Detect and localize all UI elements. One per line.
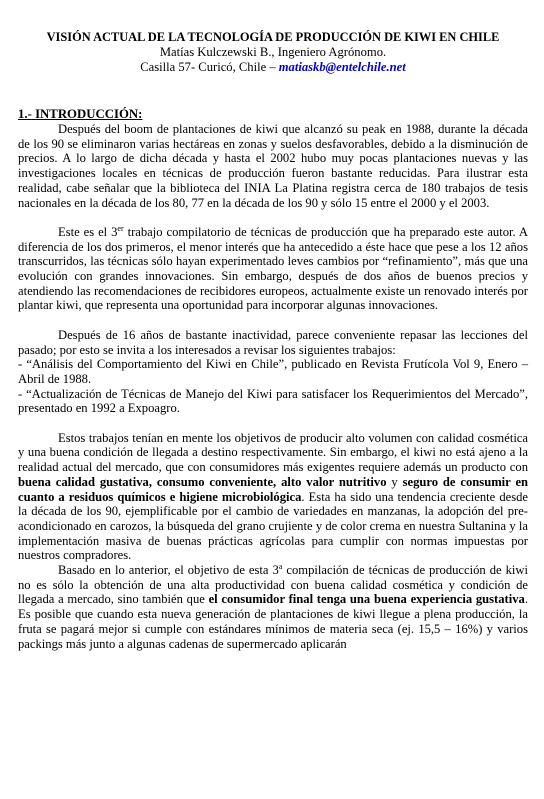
bold-phrase-safety: seguro de consumir en cuanto a residuos químicos e higiene microbiológica <box>18 474 529 504</box>
section-number: 1.- <box>18 107 32 121</box>
document-title: VISIÓN ACTUAL DE LA TECNOLOGÍA DE PRODUCCIÓN DE KIWI EN CHILE <box>46 30 500 44</box>
superscript-a: a <box>278 561 283 571</box>
bold-phrase-experience: el consumidor final tenga una buena experiencia gustativa <box>208 592 525 607</box>
paragraph-5: Basado en lo anterior, el objetivo de esta 3$^a$ compilación de técnicas de producción de kiwi no es sólo la obtención de una alta productividad con buena calidad cosmética y condición de llegada a mercado, sino también que el consumidor final tenga una buena experiencia gustativa. Es posible que cuando esta nueva generación de plantaciones de kiwi llegue a plena producción, la fruta se pagará mejor si cumple con estándares mínimos de materia seca (ej. 15,5 – 16%) y varios packings más junto a algunas cadenas de supermercado aplicarán <box>18 561 529 651</box>
address-text: Casilla 57- Curicó, Chile – <box>140 60 279 74</box>
bold-phrase-quality: buena calidad gustativa <box>18 474 149 489</box>
address-line <box>18 60 528 75</box>
bold-phrase-convenience: consumo conveniente <box>156 474 274 489</box>
paragraph-3: Después de 16 años de bastante inactividad, parece conveniente repasar las lecciones del pasado; por esto se invita a los interesados a revisar los siguientes trabajos: <box>18 327 528 357</box>
document-header <box>18 0 528 75</box>
superscript-er: er <box>117 223 124 233</box>
author-line: Matías Kulczewski B., Ingeniero Agrónomo. <box>159 45 387 59</box>
bold-phrase-nutrition: alto valor nutritivo <box>281 474 387 489</box>
section-title: INTRODUCCIÓN: <box>35 107 143 121</box>
section-heading <box>18 107 528 122</box>
paragraph-1: Después del boom de plantaciones de kiwi que alcanzó su peak en 1988, durante la década de los 90 se eliminaron varias hectáreas en zonas y suelos desfavorables, debido a la disminución de precios. A lo largo de dicha década y hasta el 2002 hubo muy pocas plantaciones nuevas y las investigaciones locales en técnicas de producción fueron bastante reducidas. Para ilustrar esta realidad, cabe señalar que la biblioteca del INIA La Platina registra cerca de 180 trabajos de tesis nacionales en la década de los 80, 77 en la década de los 90 y sólo 15 entre el 2000 y el 2003. <box>18 122 528 210</box>
email-link[interactable]: matiaskb@entelchile.net <box>278 60 406 74</box>
paragraph-4: Estos trabajos tenían en mente los objetivos de producir alto volumen con calidad cosmética y una buena condición de llegada a destino respectivamente. Sin embargo, el kiwi no está ajeno a la realidad actual del mercado, que con consumidores más exigentes requiere además un producto con buena calidad gustativa, consumo conveniente, alto valor nutritivo y seguro de consumir en cuanto a residuos químicos e higiene microbiológica. Esta ha sido una tendencia creciente desde la década de los 90, ejemplificable por el cambio de variedades en manzanas, la adopción del pre-acondicionado en carozos, la búsqueda del grano crujiente y de color crema en nuestra Sultanina y la implementación masiva de buenas prácticas agrícolas para cumplir con normas impuestas por nuestros compradores. <box>18 430 529 563</box>
reference-item-2: - “Actualización de Técnicas de Manejo del Kiwi para satisfacer los Requerimientos del Mercado”, presentado en 1992 a Expoagro. <box>18 386 528 416</box>
paragraph-2: Este es el 3er trabajo compilatorio de técnicas de producción que ha preparado este autor. A diferencia de los dos primeros, el menor interés que ha antecedido a éste hace que pese a los 12 años transcurridos, las técnicas sólo hayan experimentado leves cambios por “refinamiento”, más que una evolución con grandes innovaciones. Sin embargo, después de dos años de buenos precios y atendiendo las recomendaciones de recibidores europeos, actualmente existe un renovado interés por plantar kiwi, que representa una oportunidad para incorporar algunas innovaciones. <box>18 223 528 313</box>
reference-item-1: - “Análisis del Comportamiento del Kiwi en Chile”, publicado en Revista Frutícola Vol 9, Enero – Abril de 1988. <box>18 357 528 386</box>
